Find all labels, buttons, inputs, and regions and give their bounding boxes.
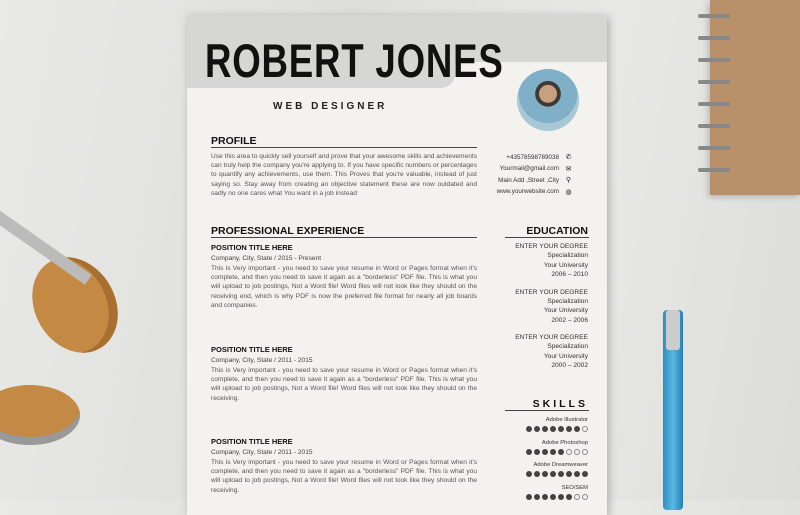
university: Your University	[543, 307, 588, 315]
skill-name: Adobe Photoshop	[541, 439, 588, 446]
ring	[698, 58, 730, 62]
years: 2000 – 2002	[551, 362, 588, 370]
skill-name: Adobe Dreamweaver	[533, 462, 588, 468]
ring	[698, 102, 730, 106]
skill-dot	[574, 494, 580, 500]
contact-text: www.yourwebsite.com	[496, 188, 559, 195]
degree: ENTER YOUR DEGREE	[515, 288, 588, 296]
degree: ENTER YOUR DEGREE	[515, 334, 588, 341]
skill-dot	[534, 471, 540, 477]
ring	[698, 168, 730, 172]
skill-dot	[542, 426, 548, 432]
ring	[698, 80, 730, 84]
profile-photo	[517, 69, 579, 131]
position-company: Company, City, State / 2011 - 2015	[211, 449, 313, 456]
location-icon: ⚲	[565, 177, 572, 184]
globe-icon: ◍	[565, 188, 572, 196]
headphones-earcup-top	[15, 242, 134, 369]
education-heading: EDUCATION	[526, 225, 588, 237]
position-company: Company, City, State / 2011 - 2015	[211, 357, 313, 364]
skill-item	[526, 462, 588, 477]
education-item	[515, 242, 588, 280]
position-title: POSITION TITLE HERE	[211, 243, 293, 252]
skill-dot	[534, 449, 540, 455]
position-company: Company, City, State / 2015 - Present	[211, 255, 322, 262]
notebook	[710, 0, 800, 195]
university: Your University	[543, 261, 588, 269]
contact-text: Yourmail@gmail.com	[499, 165, 559, 172]
experience-item	[211, 345, 477, 403]
phone-icon: ✆	[565, 154, 572, 161]
skill-dot	[542, 471, 548, 477]
position-description: This is Very important - you need to save your resume in Word or Pages format when it's complete, and then you need to save it again as a "borderless" PDF file. This is what you will upload to job postings, Not a Word file! Word files will not look like they should on the receiving.	[211, 367, 477, 402]
skill-dot	[550, 494, 556, 500]
degree: ENTER YOUR DEGREE	[515, 243, 588, 250]
skill-dot	[582, 426, 588, 432]
skill-level	[526, 471, 588, 477]
skill-item	[526, 417, 588, 432]
skills-heading: SKILLS	[532, 398, 588, 410]
specialization: Specialization	[547, 343, 588, 351]
divider	[505, 237, 589, 238]
skill-dot	[582, 494, 588, 500]
skill-dot	[550, 426, 556, 432]
university: Your University	[543, 352, 588, 360]
profile-text: Use this area to quickly sell yourself and prove that your awesome skills and achievements can truly help the company you're applying to. If you have specific numbers or percentages to quantify any achievements, use them. This Proves that you're valuable, instead of just saying so. Stay away from creating an objective statement these are now outdated and sadly no one cares what You want in a job instead	[211, 153, 477, 197]
skill-dot	[582, 471, 588, 477]
skill-name: SEO/SEM	[561, 484, 588, 491]
specialization: Specialization	[547, 252, 588, 260]
position-description: This is Very important - you need to save your resume in Word or Pages format when it's complete, and then you need to save it again as a "borderless" PDF file. This is what you will upload to job postings, Not a Word file! Word files will not look like they should on the receiving.	[211, 459, 477, 494]
headphones-earcup-bottom	[0, 385, 80, 445]
experience-heading: PROFESSIONAL EXPERIENCE	[211, 225, 365, 237]
candidate-name: ROBERT JONES	[205, 34, 504, 87]
skill-dot	[526, 471, 532, 477]
skill-dot	[558, 426, 564, 432]
skill-dot	[574, 426, 580, 432]
ring	[698, 124, 730, 128]
divider	[505, 410, 589, 411]
skill-dot	[550, 449, 556, 455]
education-item	[515, 288, 588, 326]
skill-dot	[542, 494, 548, 500]
ring	[698, 36, 730, 40]
skill-dot	[526, 494, 532, 500]
skill-dot	[574, 471, 580, 477]
skill-dot	[558, 449, 564, 455]
specialization: Specialization	[547, 297, 588, 305]
position-title: POSITION TITLE HERE	[211, 345, 293, 354]
skill-dot	[526, 426, 532, 432]
divider	[211, 147, 477, 148]
contact-text: +43578598789038	[506, 153, 559, 161]
skill-level	[526, 494, 588, 500]
skill-dot	[558, 471, 564, 477]
skill-dot	[566, 449, 572, 455]
education-item	[515, 333, 588, 371]
skill-dot	[574, 449, 580, 455]
contact-text: Main Add ,Street ,City	[498, 176, 559, 184]
skill-dot	[566, 426, 572, 432]
divider	[211, 237, 477, 238]
contact-item	[500, 165, 572, 173]
skill-dot	[526, 449, 532, 455]
skill-dot	[566, 494, 572, 500]
skill-dot	[558, 494, 564, 500]
experience-item	[211, 437, 477, 495]
position-title: POSITION TITLE HERE	[211, 437, 293, 446]
skill-dot	[534, 494, 540, 500]
candidate-role: WEB DESIGNER	[273, 101, 388, 112]
resume-page	[187, 15, 607, 515]
skill-item	[526, 485, 588, 500]
pen-clip	[666, 310, 680, 350]
skill-dot	[534, 426, 540, 432]
skill-level	[526, 449, 588, 455]
skill-dot	[566, 471, 572, 477]
position-description: This is Very important - you need to save your resume in Word or Pages format when it's complete, and then you need to save it again as a "borderless" PDF file. This is what you will upload to job postings, Not a Word file! Word files will not look like they should on the receiving end, which is why PDF is now the preferred file format for nearly all job boards and companies.	[211, 265, 477, 309]
years: 2006 – 2010	[551, 271, 588, 279]
contact-item	[506, 153, 572, 161]
ring	[698, 14, 730, 18]
profile-heading: PROFILE	[211, 135, 257, 147]
years: 2002 – 2006	[551, 316, 588, 324]
mail-icon: ✉	[565, 165, 572, 173]
ring	[698, 146, 730, 150]
skill-item	[526, 440, 588, 455]
skill-dot	[550, 471, 556, 477]
contact-item	[498, 176, 572, 184]
contact-item	[497, 188, 572, 196]
experience-item	[211, 243, 477, 310]
skill-name: Adobe Illustrator	[545, 417, 588, 423]
skill-dot	[582, 449, 588, 455]
skill-level	[526, 426, 588, 432]
skill-dot	[542, 449, 548, 455]
